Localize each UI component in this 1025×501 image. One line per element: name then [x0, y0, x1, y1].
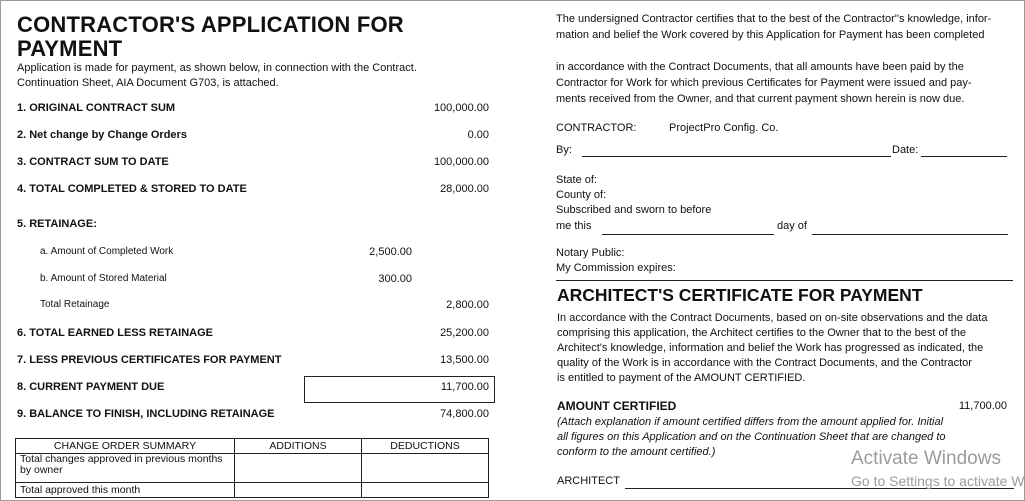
retainage-completed-label: a. Amount of Completed Work: [40, 246, 174, 257]
architect-certificate-title: ARCHITECT'S CERTIFICATE FOR PAYMENT: [557, 285, 923, 305]
line-9-label: 9. BALANCE TO FINISH, INCLUDING RETAINAGE: [17, 408, 275, 420]
architect-section-divider: [556, 280, 1013, 281]
line-1-label: 1. ORIGINAL CONTRACT SUM: [17, 102, 176, 114]
state-label: State of:: [556, 174, 597, 186]
row-this-month-additions: [235, 483, 362, 498]
attach-text-line1: (Attach explanation if amount certified differs from the amount applied for. Initial: [557, 416, 944, 428]
architect-text-line2: comprising this application, the Architect certifies to the Owner that to the best of the: [557, 327, 967, 339]
county-label: County of:: [556, 189, 607, 201]
retainage-total-label: Total Retainage: [40, 299, 110, 310]
sworn-label: Subscribed and sworn to before: [556, 204, 712, 216]
line-7-label: 7. LESS PREVIOUS CERTIFICATES FOR PAYMENT: [17, 354, 282, 366]
architect-text-line3: Architect's knowledge, information and belief the Work has progressed as indicated, the: [557, 342, 984, 354]
notary-label: Notary Public:: [556, 247, 625, 259]
attach-text-line3: conform to the amount certified.): [557, 446, 716, 458]
header-change-order-summary: CHANGE ORDER SUMMARY: [16, 439, 235, 454]
day-of-label: day of: [777, 220, 807, 232]
activate-windows-subtitle: Go to Settings to activate W: [851, 473, 1025, 489]
line-3-label: 3. CONTRACT SUM TO DATE: [17, 156, 169, 168]
form-title-line2: PAYMENT: [17, 36, 123, 61]
by-signature-line: [582, 156, 891, 157]
row-previous-months-text-1: Total changes approved in previous months: [20, 453, 223, 465]
row-previous-months-label: [16, 454, 235, 483]
table-row: [16, 454, 489, 483]
row-previous-months-deductions: [362, 454, 489, 483]
commission-label: My Commission expires:: [556, 262, 676, 274]
me-this-line: [602, 234, 774, 235]
retainage-completed-value: 2,500.00: [369, 246, 412, 258]
form-title-line1: CONTRACTOR'S APPLICATION FOR: [17, 12, 404, 37]
day-of-line: [812, 234, 1008, 235]
amount-certified-value: 11,700.00: [958, 400, 1007, 412]
line-8-value: 11,700.00: [440, 381, 489, 393]
contractor-label: CONTRACTOR:: [556, 122, 637, 134]
amount-certified-label: AMOUNT CERTIFIED: [557, 399, 677, 413]
date-label: Date:: [892, 144, 919, 156]
retainage-total-value: 2,800.00: [446, 299, 489, 311]
architect-text-line5: is entitled to payment of the AMOUNT CERTIFIED.: [557, 372, 806, 384]
by-label: By:: [556, 144, 572, 156]
row-previous-months-text-2: by owner: [20, 464, 63, 476]
line-4-label: 4. TOTAL COMPLETED & STORED TO DATE: [17, 183, 247, 195]
cert-text-line1: The undersigned Contractor certifies that to the best of the Contractor''s knowledge, infor-: [556, 13, 992, 25]
date-line: [921, 156, 1007, 157]
architect-text-line1: In accordance with the Contract Documents, based on on-site observations and the data: [557, 312, 988, 324]
architect-text-line4: quality of the Work is in accordance with the Contract Documents, and the Contractor: [557, 357, 972, 369]
header-deductions: DEDUCTIONS: [362, 439, 489, 454]
line-3-value: 100,000.00: [433, 156, 489, 168]
cert-text-line3: in accordance with the Contract Documents, that all amounts have been paid by the: [556, 61, 964, 73]
me-this-label: me this: [556, 220, 592, 232]
line-2-value: 0.00: [467, 129, 489, 141]
line-1-value: 100,000.00: [433, 102, 489, 114]
architect-label: ARCHITECT: [557, 475, 620, 487]
table-header-row: [16, 439, 489, 454]
line-6-label: 6. TOTAL EARNED LESS RETAINAGE: [17, 327, 213, 339]
change-order-summary-table: [15, 438, 489, 498]
retainage-stored-value: 300.00: [378, 273, 412, 285]
attach-text-line2: all figures on this Application and on the Continuation Sheet that are changed to: [557, 431, 946, 443]
row-this-month-deductions: [362, 483, 489, 498]
cert-text-line4: Contractor for Work for which previous Certificates for Payment were issued and pay-: [556, 77, 972, 89]
header-additions: ADDITIONS: [235, 439, 362, 454]
cert-text-line5: ments received from the Owner, and that current payment shown herein is now due.: [556, 93, 965, 105]
line-5-label: 5. RETAINAGE:: [17, 218, 97, 230]
row-previous-months-additions: [235, 454, 362, 483]
intro-text-line2: Continuation Sheet, AIA Document G703, is attached.: [17, 77, 279, 89]
contractor-value: ProjectPro Config. Co.: [669, 122, 779, 134]
row-this-month-label: Total approved this month: [16, 483, 235, 498]
intro-text-line1: Application is made for payment, as shown below, in connection with the Contract.: [17, 62, 417, 74]
line-8-label: 8. CURRENT PAYMENT DUE: [17, 381, 165, 393]
line-7-value: 13,500.00: [440, 354, 489, 366]
line-9-value: 74,800.00: [440, 408, 489, 420]
cert-text-line2: mation and belief the Work covered by this Application for Payment has been completed: [556, 29, 985, 41]
retainage-stored-label: b. Amount of Stored Material: [40, 273, 167, 284]
table-row: [16, 483, 489, 498]
line-2-label: 2. Net change by Change Orders: [17, 129, 187, 141]
line-4-value: 28,000.00: [440, 183, 489, 195]
line-6-value: 25,200.00: [440, 327, 489, 339]
activate-windows-title: Activate Windows: [851, 448, 1001, 469]
